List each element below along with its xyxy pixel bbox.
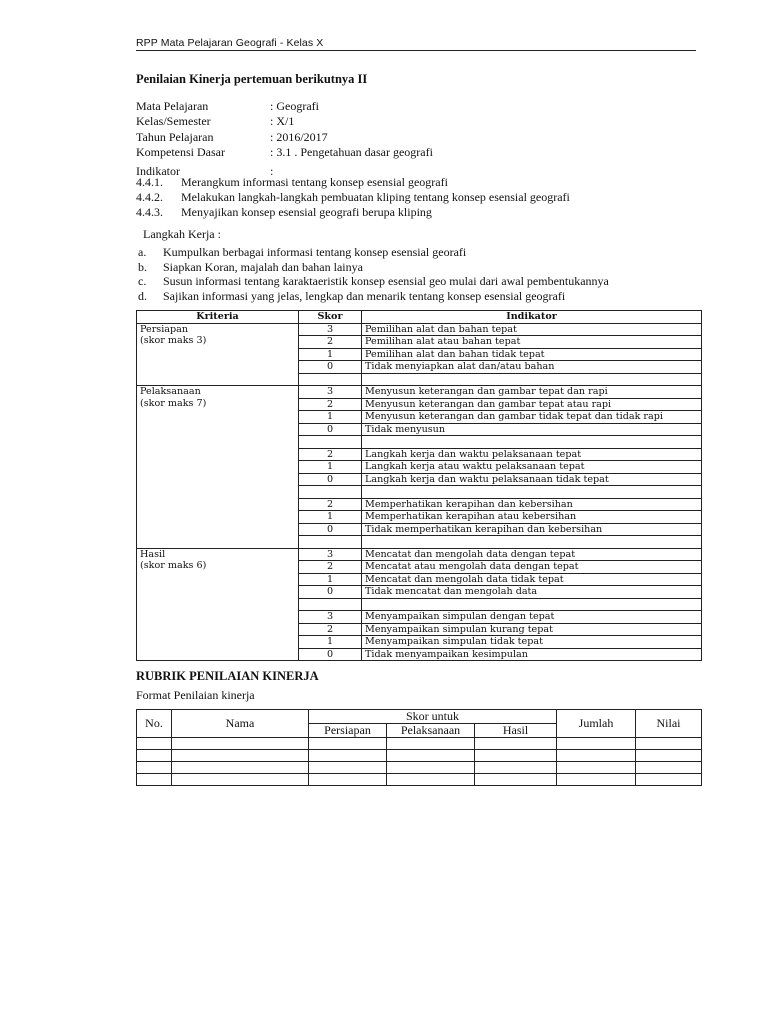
skor-cell (299, 373, 362, 386)
info-row (136, 130, 433, 145)
score-cell (172, 738, 309, 750)
score-table (136, 709, 702, 786)
indikator-cell: Langkah kerja dan waktu pelaksanaan tidak tepat (362, 473, 702, 486)
langkah-text: Susun informasi tentang karaktaeristik konsep esensial geo mulai dari awal pembentukannya (163, 274, 609, 288)
indikator-number: 4.4.2. (136, 189, 163, 204)
indikator-item (136, 190, 570, 205)
indikator-list (136, 175, 570, 219)
score-cell (636, 750, 702, 762)
indikator-cell: Mencatat atau mengolah data dengan tepat (362, 561, 702, 574)
skor-cell: 0 (299, 648, 362, 661)
kriteria-name: Hasil (140, 548, 166, 560)
score-cell (309, 762, 387, 774)
langkah-letter: a. (138, 245, 147, 259)
score-cell (387, 750, 475, 762)
skor-cell: 0 (299, 423, 362, 436)
nilai-header: Nilai (636, 710, 702, 738)
skor-cell (299, 536, 362, 549)
skor-cell (299, 436, 362, 449)
indikator-cell: Pemilihan alat atau bahan tepat (362, 336, 702, 349)
score-cell (172, 774, 309, 786)
indikator-text: Menyajikan konsep esensial geografi berupa kliping (181, 204, 432, 219)
score-cell (636, 774, 702, 786)
indikator-cell (362, 598, 702, 611)
indikator-cell: Memperhatikan kerapihan atau kebersihan (362, 511, 702, 524)
indikator-cell: Menyampaikan simpulan dengan tepat (362, 611, 702, 624)
kriteria-max-score: (skor maks 3) (140, 335, 207, 346)
skor-cell: 1 (299, 461, 362, 474)
indikator-colon: : (270, 164, 274, 178)
indikator-cell: Pemilihan alat dan bahan tepat (362, 323, 702, 336)
indikator-cell: Menyampaikan simpulan tidak tepat (362, 636, 702, 649)
langkah-kerja-heading: Langkah Kerja : (143, 227, 221, 241)
indikator-cell: Mencatat dan mengolah data dengan tepat (362, 548, 702, 561)
skor-cell: 3 (299, 386, 362, 399)
score-cell (387, 762, 475, 774)
indikator-cell: Menyusun keterangan dan gambar tepat atau rapi (362, 398, 702, 411)
score-cell (137, 762, 172, 774)
indikator-cell: Memperhatikan kerapihan dan kebersihan (362, 498, 702, 511)
langkah-letter: b. (138, 259, 147, 274)
indikator-header: Indikator (362, 311, 702, 324)
score-cell (309, 774, 387, 786)
hasil-header: Hasil (475, 724, 557, 738)
score-cell (309, 750, 387, 762)
score-cell (309, 738, 387, 750)
indikator-cell: Menyusun keterangan dan gambar tepat dan rapi (362, 386, 702, 399)
skor-cell: 0 (299, 523, 362, 536)
indikator-cell (362, 373, 702, 386)
criteria-row (137, 386, 702, 399)
kriteria-max-score: (skor maks 7) (140, 397, 207, 409)
indikator-cell (362, 536, 702, 549)
nama-header: Nama (172, 710, 309, 738)
info-label: Kompetensi Dasar (136, 144, 225, 159)
indikator-text: Merangkum informasi tentang konsep esensial geografi (181, 175, 448, 189)
skor-cell: 0 (299, 473, 362, 486)
indikator-label: Indikator (136, 164, 180, 178)
indikator-cell: Tidak menyusun (362, 423, 702, 436)
indikator-cell: Tidak menyampaikan kesimpulan (362, 648, 702, 661)
info-value: : Geografi (270, 99, 319, 113)
langkah-item (138, 289, 609, 304)
score-cell (475, 738, 557, 750)
score-cell (475, 774, 557, 786)
format-label: Format Penilaian kinerja (136, 688, 255, 702)
indikator-cell (362, 486, 702, 499)
score-cell (475, 750, 557, 762)
indikator-cell: Langkah kerja dan waktu pelaksanaan tepat (362, 448, 702, 461)
skor-cell: 2 (299, 336, 362, 349)
score-cell (387, 774, 475, 786)
kriteria-name: Persiapan (140, 323, 189, 335)
indikator-item (136, 205, 570, 220)
skor-cell: 2 (299, 561, 362, 574)
score-cell (387, 738, 475, 750)
score-cell (636, 738, 702, 750)
info-value: : 3.1 . Pengetahuan dasar geografi (270, 144, 433, 159)
pelaksanaan-header: Pelaksanaan (387, 724, 475, 738)
indikator-text: Melakukan langkah-langkah pembuatan kliping tentang konsep esensial geografi (181, 189, 570, 204)
info-row (136, 114, 433, 129)
rubrik-title: RUBRIK PENILAIAN KINERJA (136, 669, 319, 683)
skor-cell: 2 (299, 448, 362, 461)
criteria-table (136, 310, 702, 661)
langkah-text: Sajikan informasi yang jelas, lengkap dan menarik tentang konsep esensial geografi (163, 288, 566, 303)
kriteria-header: Kriteria (137, 311, 299, 324)
langkah-item (138, 245, 609, 260)
no-header: No. (137, 710, 172, 738)
langkah-item (138, 274, 609, 289)
indikator-cell: Mencatat dan mengolah data tidak tepat (362, 573, 702, 586)
langkah-letter: c. (138, 274, 147, 288)
score-row (137, 750, 702, 762)
langkah-letter: d. (138, 288, 147, 303)
score-cell (475, 762, 557, 774)
skor-cell: 1 (299, 411, 362, 424)
indikator-cell (362, 436, 702, 449)
score-header-row (137, 710, 702, 724)
skor-cell: 3 (299, 611, 362, 624)
page-title: Penilaian Kinerja pertemuan berikutnya II (136, 72, 368, 86)
skor-cell: 3 (299, 548, 362, 561)
criteria-row (137, 323, 702, 336)
skor-cell: 1 (299, 636, 362, 649)
indikator-cell: Pemilihan alat dan bahan tidak tepat (362, 348, 702, 361)
skor-cell: 0 (299, 361, 362, 374)
skor-cell: 1 (299, 348, 362, 361)
indikator-number: 4.4.3. (136, 204, 163, 219)
score-cell (172, 750, 309, 762)
indikator-cell: Tidak memperhatikan kerapihan dan kebersihan (362, 523, 702, 536)
indikator-cell: Menyampaikan simpulan kurang tepat (362, 623, 702, 636)
score-cell (636, 762, 702, 774)
skor-cell: 3 (299, 323, 362, 336)
persiapan-header: Persiapan (309, 724, 387, 738)
skor-cell (299, 598, 362, 611)
langkah-item (138, 260, 609, 275)
score-row (137, 774, 702, 786)
indikator-number: 4.4.1. (136, 175, 163, 189)
score-cell (557, 738, 636, 750)
skor-header: Skor (299, 311, 362, 324)
score-body (137, 738, 702, 786)
skor-cell: 1 (299, 573, 362, 586)
score-cell (137, 750, 172, 762)
indikator-item (136, 175, 570, 190)
running-header: RPP Mata Pelajaran Geografi - Kelas X (136, 37, 324, 49)
info-label: Mata Pelajaran (136, 99, 209, 113)
skor-cell: 1 (299, 511, 362, 524)
indikator-cell: Menyusun keterangan dan gambar tidak tepat dan tidak rapi (362, 411, 702, 424)
kriteria-max-score: (skor maks 6) (140, 560, 207, 571)
criteria-header-row (137, 311, 702, 324)
score-cell (557, 774, 636, 786)
info-row (136, 99, 433, 114)
kriteria-cell (137, 386, 299, 549)
info-row (136, 145, 433, 160)
info-value: : X/1 (270, 114, 295, 129)
skor-cell: 2 (299, 498, 362, 511)
info-label: Kelas/Semester (136, 114, 211, 129)
skor-cell: 2 (299, 623, 362, 636)
criteria-row (137, 548, 702, 561)
score-cell (137, 774, 172, 786)
score-row (137, 738, 702, 750)
indikator-cell: Tidak menyiapkan alat dan/atau bahan (362, 361, 702, 374)
indikator-cell: Langkah kerja atau waktu pelaksanaan tepat (362, 461, 702, 474)
kriteria-cell (137, 323, 299, 386)
indikator-cell: Tidak mencatat dan mengolah data (362, 586, 702, 599)
score-cell (557, 750, 636, 762)
info-value: : 2016/2017 (270, 129, 328, 144)
kriteria-cell (137, 548, 299, 661)
info-label: Tahun Pelajaran (136, 129, 214, 144)
score-cell (557, 762, 636, 774)
kriteria-name: Pelaksanaan (140, 386, 201, 397)
header-rule (136, 50, 696, 51)
subject-info (136, 99, 433, 160)
langkah-text: Siapkan Koran, majalah dan bahan lainya (163, 259, 363, 274)
skor-untuk-header: Skor untuk (309, 710, 557, 724)
score-row (137, 762, 702, 774)
skor-cell: 2 (299, 398, 362, 411)
skor-cell: 0 (299, 586, 362, 599)
skor-cell (299, 486, 362, 499)
criteria-body (137, 323, 702, 661)
score-cell (137, 738, 172, 750)
langkah-text: Kumpulkan berbagai informasi tentang konsep esensial georafi (163, 245, 467, 259)
langkah-kerja-list (138, 245, 609, 303)
jumlah-header: Jumlah (557, 710, 636, 738)
score-cell (172, 762, 309, 774)
